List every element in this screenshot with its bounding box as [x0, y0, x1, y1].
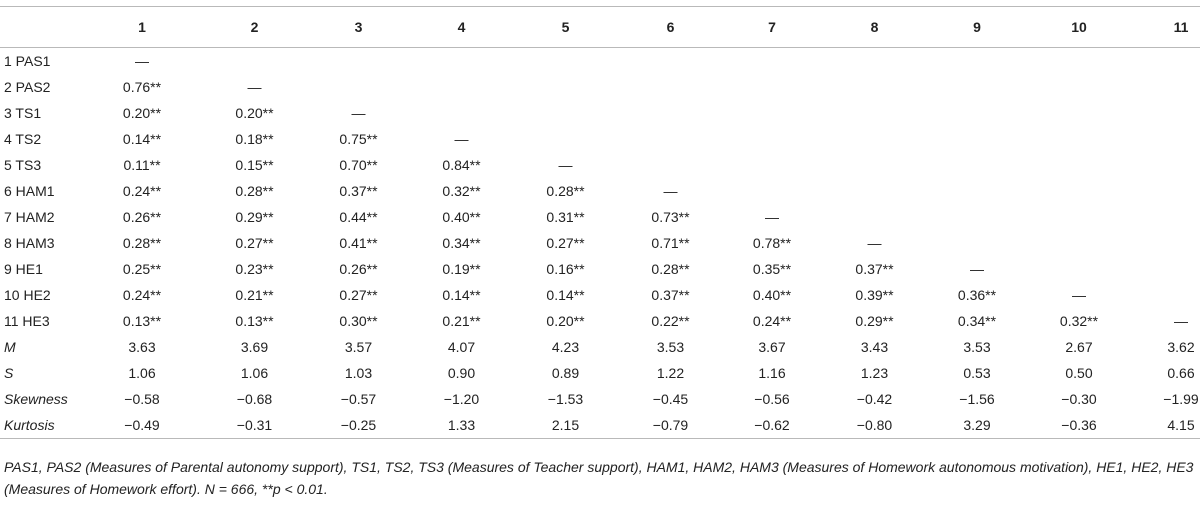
table-cell: —: [135, 53, 149, 69]
table-cell: 0.73**: [651, 209, 690, 225]
table-cell: 0.29**: [235, 209, 274, 225]
table-cell: [926, 152, 1028, 178]
table-cell: 3.63: [128, 339, 156, 355]
table-cell: 0.90: [447, 365, 476, 381]
table-cell: [1130, 152, 1200, 178]
row-label: 2 PAS2: [4, 79, 51, 95]
header-row: [0, 7, 1200, 48]
table-cell: 0.34**: [442, 235, 481, 251]
table-cell: 0.19**: [442, 261, 481, 277]
table-row: [0, 230, 1200, 256]
table-cell: 3.53: [963, 339, 991, 355]
table-cell: −0.49: [80, 412, 204, 439]
table-cell: −0.58: [124, 391, 160, 407]
table-cell: [1028, 126, 1130, 152]
table-cell: 0.32**: [442, 183, 481, 199]
table-cell: 1.06: [240, 365, 269, 381]
table-cell: [823, 48, 926, 75]
table-cell: 0.32**: [1059, 313, 1099, 329]
table-cell: [1028, 230, 1130, 256]
table-cell: —: [1174, 313, 1188, 329]
table-cell: 0.71**: [651, 235, 690, 251]
table-cell: 0.20**: [546, 313, 585, 329]
table-cell: −0.31: [204, 412, 305, 439]
table-cell: 4.07: [447, 339, 476, 355]
table-cell: 0.75**: [339, 131, 378, 147]
table-cell: [721, 126, 823, 152]
table-cell: 0.41**: [339, 235, 378, 251]
table-row: [0, 308, 1200, 334]
table-cell: 0.53: [963, 365, 991, 381]
table-cell: 3.29: [926, 412, 1028, 439]
column-header: 9: [926, 7, 1028, 48]
table-cell: —: [765, 209, 779, 225]
table-row: [0, 334, 1200, 360]
table-footnote: PAS1, PAS2 (Measures of Parental autonomy support), TS1, TS2, TS3 (Measures of Teacher support), HAM1, HAM2, HAM3 (Measures of Homework autonomous motivation), HE1, HE2, HE3 (Measures of Homework effort). N = 666, **p < 0.01.: [4, 459, 1194, 497]
table-cell: −0.36: [1028, 412, 1130, 439]
table-cell: −0.79: [620, 412, 721, 439]
table-cell: 0.26**: [339, 261, 378, 277]
table-cell: 0.21**: [235, 287, 274, 303]
table-cell: −0.30: [1061, 391, 1097, 407]
table-cell: [412, 74, 511, 100]
table-cell: −0.68: [236, 391, 273, 407]
table-cell: 0.44**: [339, 209, 378, 225]
table-cell: 3.43: [860, 339, 889, 355]
row-label: 3 TS1: [4, 105, 42, 121]
table-cell: [1130, 126, 1200, 152]
table-cell: 0.20**: [122, 105, 162, 121]
table-cell: 0.36**: [957, 287, 997, 303]
table-cell: [823, 126, 926, 152]
table-cell: 0.24**: [752, 313, 792, 329]
column-header: 4: [412, 7, 511, 48]
table-cell: [1130, 204, 1200, 230]
table-row: [0, 256, 1200, 282]
table-cell: 0.89: [551, 365, 580, 381]
correlation-table: [0, 6, 1200, 439]
table-cell: 0.78**: [752, 235, 792, 251]
table-cell: [926, 100, 1028, 126]
table-cell: [1028, 152, 1130, 178]
table-cell: 0.40**: [442, 209, 481, 225]
table-cell: 0.20**: [235, 105, 274, 121]
row-label: 7 HAM2: [4, 209, 55, 225]
table-cell: 0.76**: [122, 79, 162, 95]
table-cell: 0.28**: [651, 261, 690, 277]
column-header: 10: [1028, 7, 1130, 48]
column-header: 11: [1130, 7, 1200, 48]
table-cell: —: [351, 105, 366, 121]
table-cell: 0.37**: [651, 287, 690, 303]
table-cell: [823, 204, 926, 230]
table-cell: 0.27**: [546, 235, 585, 251]
table-cell: [721, 48, 823, 75]
table-cell: —: [970, 261, 984, 277]
table-row: [0, 282, 1200, 308]
table-cell: [721, 74, 823, 100]
table-cell: [412, 48, 511, 75]
table-cell: [1028, 100, 1130, 126]
row-label: 11 HE3: [4, 313, 50, 329]
table-cell: 0.21**: [442, 313, 481, 329]
table-cell: [511, 126, 620, 152]
table-cell: 0.70**: [339, 157, 378, 173]
table-row: [0, 74, 1200, 100]
table-cell: 1.16: [758, 365, 786, 381]
table-row: [0, 126, 1200, 152]
table-cell: −0.57: [340, 391, 377, 407]
table-cell: [305, 74, 412, 100]
table-cell: [511, 100, 620, 126]
row-label: M: [4, 339, 16, 355]
table-cell: −1.99: [1163, 391, 1199, 407]
table-cell: [204, 48, 305, 75]
table-cell: [721, 178, 823, 204]
table-cell: 0.14**: [442, 287, 481, 303]
table-cell: [926, 48, 1028, 75]
table-cell: 0.13**: [235, 313, 274, 329]
table-cell: —: [247, 79, 262, 95]
table-body: [0, 48, 1200, 439]
table-cell: 0.24**: [122, 287, 162, 303]
table-row: [0, 100, 1200, 126]
table-cell: [1130, 178, 1200, 204]
table-cell: [1028, 178, 1130, 204]
table-cell: 0.26**: [122, 209, 162, 225]
table-cell: −1.56: [959, 391, 995, 407]
row-label: Skewness: [4, 391, 68, 407]
table-cell: 0.24**: [122, 183, 162, 199]
column-header: 2: [204, 7, 305, 48]
row-label: 5 TS3: [4, 157, 42, 173]
table-cell: 0.13**: [122, 313, 162, 329]
table-cell: —: [1072, 287, 1086, 303]
table-cell: —: [558, 157, 573, 173]
table-cell: [620, 74, 721, 100]
table-cell: 0.34**: [957, 313, 997, 329]
table-cell: [1028, 48, 1130, 75]
table-cell: 0.28**: [122, 235, 162, 251]
row-label: 9 HE1: [4, 261, 43, 277]
table-cell: [823, 178, 926, 204]
column-header: 1: [80, 7, 204, 48]
table-cell: [926, 126, 1028, 152]
table-cell: −0.80: [823, 412, 926, 439]
table-cell: [926, 74, 1028, 100]
row-label: S: [4, 365, 14, 381]
table-row: [0, 360, 1200, 386]
table-cell: 2.15: [511, 412, 620, 439]
table-cell: 0.25**: [122, 261, 162, 277]
table-cell: [511, 74, 620, 100]
table-cell: 0.14**: [546, 287, 585, 303]
row-label: 4 TS2: [4, 131, 42, 147]
table-cell: 0.84**: [442, 157, 481, 173]
table-cell: 0.14**: [122, 131, 162, 147]
table-cell: [721, 152, 823, 178]
column-header: 8: [823, 7, 926, 48]
table-cell: [1028, 74, 1130, 100]
table-row: [0, 48, 1200, 75]
table-cell: [823, 100, 926, 126]
corner-header: [0, 7, 80, 48]
table-cell: 0.11**: [123, 157, 161, 173]
table-row: [0, 386, 1200, 412]
table-cell: [1130, 282, 1200, 308]
table-cell: 0.22**: [651, 313, 690, 329]
table-cell: 1.22: [656, 365, 685, 381]
table-cell: −0.25: [305, 412, 412, 439]
table-cell: 3.62: [1167, 339, 1195, 355]
table-cell: 0.40**: [752, 287, 792, 303]
row-label: 6 HAM1: [4, 183, 55, 199]
table-cell: [1028, 204, 1130, 230]
table-cell: 0.37**: [855, 261, 894, 277]
row-label: Kurtosis: [0, 412, 80, 439]
table-cell: 0.37**: [339, 183, 378, 199]
table-cell: 1.33: [412, 412, 511, 439]
table-cell: —: [663, 183, 678, 199]
table-cell: [823, 74, 926, 100]
table-cell: 0.15**: [235, 157, 274, 173]
table-cell: [620, 126, 721, 152]
table-cell: 0.30**: [339, 313, 378, 329]
table-cell: 0.39**: [855, 287, 894, 303]
table-row: [0, 204, 1200, 230]
row-label: 10 HE2: [4, 287, 51, 303]
table-cell: −0.56: [754, 391, 790, 407]
table-cell: [1130, 256, 1200, 282]
table-cell: [1130, 48, 1200, 75]
table-cell: 0.27**: [339, 287, 378, 303]
table-cell: [412, 100, 511, 126]
table-cell: [511, 48, 620, 75]
table-cell: −0.62: [721, 412, 823, 439]
table-cell: 0.16**: [546, 261, 585, 277]
table-cell: 1.06: [128, 365, 156, 381]
table-cell: [1130, 74, 1200, 100]
table-cell: −0.42: [856, 391, 893, 407]
row-label: 1 PAS1: [4, 53, 51, 69]
table-cell: 3.69: [240, 339, 269, 355]
table-cell: 0.31**: [546, 209, 585, 225]
table-cell: 0.27**: [235, 235, 274, 251]
table-cell: [1130, 230, 1200, 256]
table-cell: 2.67: [1065, 339, 1093, 355]
table-cell: [1130, 100, 1200, 126]
table-cell: 3.57: [344, 339, 373, 355]
column-header: 5: [511, 7, 620, 48]
column-header: 7: [721, 7, 823, 48]
table-cell: −1.20: [443, 391, 480, 407]
table-cell: 3.67: [758, 339, 786, 355]
table-cell: [1028, 256, 1130, 282]
table-cell: 1.03: [344, 365, 373, 381]
table-cell: −1.53: [547, 391, 584, 407]
table-cell: [926, 230, 1028, 256]
table-cell: [926, 178, 1028, 204]
table-cell: —: [454, 131, 469, 147]
table-cell: [926, 204, 1028, 230]
table-cell: 0.28**: [235, 183, 274, 199]
column-header: 6: [620, 7, 721, 48]
table-cell: 0.35**: [752, 261, 792, 277]
table-cell: [721, 100, 823, 126]
table-cell: −0.45: [652, 391, 689, 407]
table-row: [0, 178, 1200, 204]
table-row: [0, 412, 1200, 439]
table-cell: [823, 152, 926, 178]
table-cell: —: [867, 235, 882, 251]
table-cell: 0.29**: [855, 313, 894, 329]
table-cell: [305, 48, 412, 75]
table-cell: 1.23: [860, 365, 889, 381]
row-label: 8 HAM3: [4, 235, 55, 251]
table-cell: 0.23**: [235, 261, 274, 277]
table-cell: 4.15: [1130, 412, 1200, 439]
table-cell: 4.23: [551, 339, 580, 355]
table-cell: 0.28**: [546, 183, 585, 199]
table-cell: [620, 48, 721, 75]
table-cell: 0.18**: [235, 131, 274, 147]
table-cell: [620, 100, 721, 126]
table-cell: 0.50: [1065, 365, 1093, 381]
table-cell: 3.53: [656, 339, 685, 355]
table-row: [0, 152, 1200, 178]
table-cell: 0.66: [1167, 365, 1195, 381]
table-cell: [620, 152, 721, 178]
column-header: 3: [305, 7, 412, 48]
